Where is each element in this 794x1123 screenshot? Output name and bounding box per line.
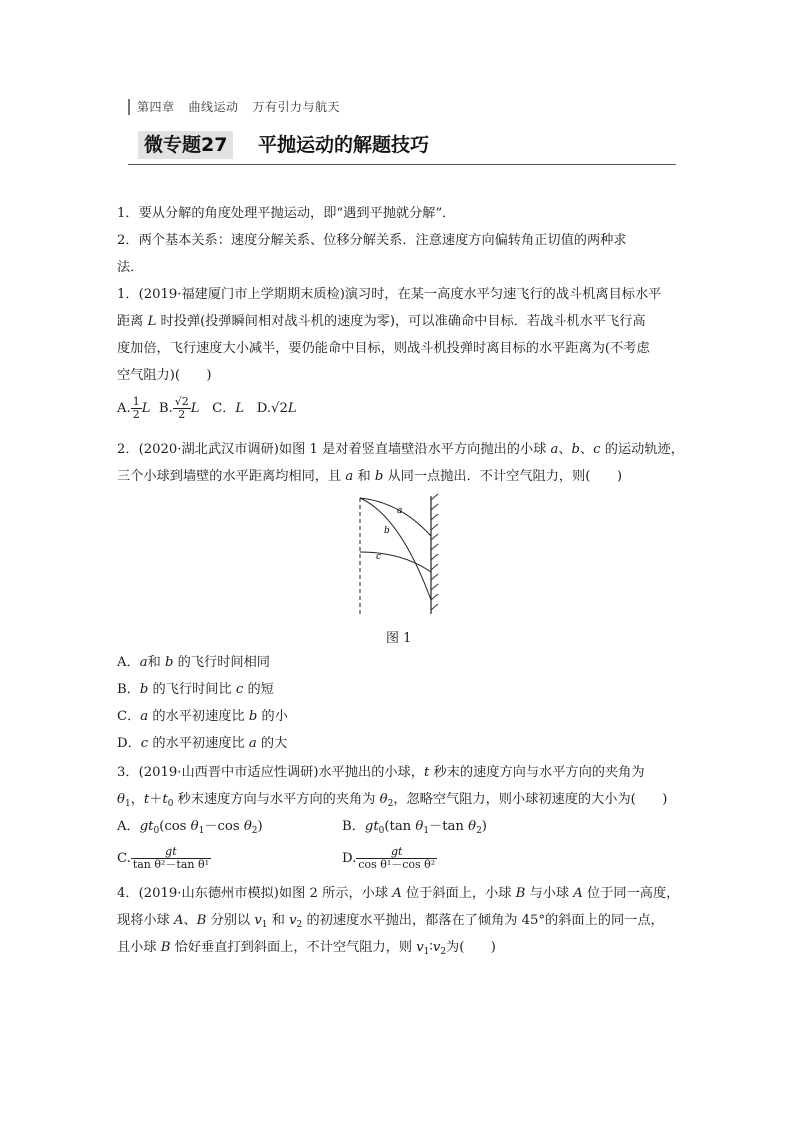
q3-option-b <box>342 818 487 840</box>
text: 3．(2019·山西晋中市适应性调研)水平抛出的小球， <box>117 765 424 780</box>
text: 位于同一高度， <box>582 886 680 901</box>
var-B: B <box>515 886 526 901</box>
denominator: 2 <box>178 408 186 421</box>
var-a: a <box>248 736 257 751</box>
var-v: v <box>254 913 262 928</box>
q2-line-1: 2．(2020·湖北武汉市调研)如图 1 是对着竖直墙壁沿水平方向抛出的小球 a、b、c 的运动轨迹， <box>117 442 684 457</box>
text: (tan <box>384 819 416 834</box>
subscript: 2 <box>440 947 447 957</box>
topic-tag: 微专题27 <box>138 131 233 159</box>
var-b: b <box>571 442 580 457</box>
text: 的水平初速度比 <box>148 736 249 751</box>
intro-point-1: 1．要从分解的角度处理平抛运动，即“遇到平抛就分解”． <box>117 206 456 221</box>
var-t: t <box>424 765 430 780</box>
q3-line-1 <box>117 764 645 782</box>
option-label: B. <box>158 401 173 416</box>
var-A: A <box>573 886 583 901</box>
text: 为( ) <box>446 940 496 955</box>
sqrt-2: √2 <box>271 401 288 416</box>
q2-option-c <box>117 708 288 726</box>
var-a: a <box>550 442 559 457</box>
text: 和 <box>353 469 375 484</box>
var-b: b <box>248 709 258 724</box>
numerator: gt <box>356 846 437 859</box>
q2-option-b <box>117 681 274 699</box>
var-theta: θ <box>468 819 477 834</box>
q1-line-4: 空气阻力)( ) <box>117 368 212 383</box>
text: 秒末速度方向与水平方向的夹角为 <box>173 792 380 807</box>
option-label: A． <box>117 819 140 834</box>
option-label: C. <box>117 851 131 866</box>
var-a: a <box>140 709 149 724</box>
section-label: 曲线运动 <box>188 100 239 114</box>
var-theta: θ <box>243 819 252 834</box>
var-A: A <box>392 886 402 901</box>
var-A: A <box>173 913 184 928</box>
subscript: 1 <box>124 799 131 809</box>
text: 和 <box>267 913 290 928</box>
var-a: a <box>139 655 148 670</box>
q3-option-a <box>117 819 263 834</box>
numerator: 1 <box>132 395 140 408</box>
var-theta: θ <box>190 819 199 834</box>
option-label: B． <box>342 819 365 834</box>
option-label: D. <box>342 851 357 866</box>
text: ∶ <box>429 940 433 955</box>
q1-option-a <box>117 395 151 421</box>
text: 分别以 <box>206 913 255 928</box>
option-label: C． <box>212 401 236 416</box>
var-L: L <box>141 401 151 416</box>
q1-line-2 <box>117 313 646 331</box>
text: 4．(2019·山东德州市模拟)如图 2 所示，小球 <box>117 886 393 901</box>
numerator: gt <box>131 846 211 859</box>
var-theta: θ <box>415 819 424 834</box>
fraction <box>131 396 142 421</box>
text: 与小球 <box>525 886 574 901</box>
fraction <box>131 846 211 871</box>
label-a: a <box>397 506 403 516</box>
intro-point-2: 2．两个基本关系：速度分解关系、位移分解关系．注意速度方向偏转角正切值的两种求 <box>117 233 627 248</box>
text: ，忽略空气阻力，则小球初速度的大小为( ) <box>393 792 668 807</box>
text: 三个小球到墙壁的水平距离均相同，且 <box>117 469 346 484</box>
subscript: 1 <box>261 920 268 930</box>
q2-option-d <box>117 735 287 753</box>
figure-1-caption: 图 1 <box>386 631 412 646</box>
title-bar <box>128 126 676 165</box>
text: 的短 <box>243 682 274 697</box>
subsection-label: 万有引力与航天 <box>252 100 341 114</box>
var-b: b <box>374 469 384 484</box>
q3-options-row-1 <box>117 818 263 840</box>
subscript: 2 <box>476 826 482 836</box>
var-a: a <box>345 469 354 484</box>
var-c: c <box>140 736 149 751</box>
subscript: 1 <box>423 947 430 957</box>
text: ， <box>130 792 144 807</box>
q3-option-d <box>342 845 437 873</box>
var-L: L <box>147 314 157 329</box>
text: 且小球 <box>117 940 161 955</box>
text: 位于斜面上，小球 <box>401 886 516 901</box>
var-v: v <box>289 913 297 928</box>
var-b: b <box>139 682 149 697</box>
q1-option-d <box>257 401 297 416</box>
chapter-breadcrumb <box>128 99 685 115</box>
denominator: 2 <box>132 408 140 421</box>
numerator: √2 <box>174 395 189 408</box>
q1-option-c <box>212 401 244 416</box>
var-B: B <box>196 913 207 928</box>
q4-line-1 <box>117 885 679 903</box>
var-L: L <box>190 401 200 416</box>
label-b: b <box>384 526 390 536</box>
text: 和 <box>147 655 165 670</box>
text: 的初速度水平抛出，都落在了倾角为 45°的斜面上的同一点， <box>302 913 664 928</box>
q3-line-2 <box>117 791 667 813</box>
subscript: 2 <box>251 826 258 836</box>
subscript: 2 <box>387 799 394 809</box>
var-b: b <box>164 655 174 670</box>
var-L: L <box>287 401 297 416</box>
figure-1-trajectory-diagram <box>340 488 450 620</box>
q2-line-2 <box>117 468 622 486</box>
trajectory-c <box>360 552 431 572</box>
trajectory-b <box>360 498 431 600</box>
text: 的水平初速度比 <box>148 709 249 724</box>
subscript: 1 <box>198 826 205 836</box>
denominator: cos θ¹－cos θ² <box>358 858 436 871</box>
plus: ＋ <box>149 792 163 807</box>
var-v: v <box>416 940 424 955</box>
text: 2．(2020·湖北武汉市调研)如图 1 是对着竖直墙壁沿水平方向抛出的小球 <box>117 442 551 457</box>
text: 恰好垂直打到斜面上，不计空气阻力，则 <box>170 940 417 955</box>
text: 的飞行时间比 <box>148 682 236 697</box>
chapter-label: 第四章 <box>137 100 175 114</box>
var-c: c <box>235 682 244 697</box>
var-gt: gt <box>139 819 154 834</box>
option-label: D. <box>256 401 272 416</box>
text: 的飞行时间相同 <box>173 655 270 670</box>
label-c: c <box>376 552 382 562</box>
q1-line-3: 度加倍，飞行速度大小减半，要仍能命中目标，则战斗机投弹时离目标的水平距离为(不考虑 <box>117 341 650 356</box>
q4-line-3 <box>117 939 496 961</box>
subscript: 0 <box>167 799 174 809</box>
var-theta: θ <box>117 792 125 807</box>
var-c: c <box>593 442 601 457</box>
subscript: 1 <box>423 826 430 836</box>
subscript: 0 <box>153 826 160 836</box>
q2-option-a <box>117 654 270 672</box>
q1-option-b <box>158 395 200 421</box>
text: 的小 <box>257 709 288 724</box>
fraction <box>356 846 437 871</box>
q4-line-2 <box>117 912 664 934</box>
var-B: B <box>160 940 171 955</box>
option-label: A． <box>117 655 140 670</box>
wall-hatching <box>431 494 438 610</box>
text: －tan <box>429 819 469 834</box>
text: 的大 <box>256 736 288 751</box>
var-theta: θ <box>379 792 388 807</box>
var-v: v <box>432 940 441 955</box>
option-label: B． <box>117 682 140 697</box>
var-t: t <box>143 792 150 807</box>
text: 现将小球 <box>117 913 174 928</box>
subscript: 0 <box>378 826 385 836</box>
text: ) <box>257 819 263 834</box>
text: 、 <box>183 913 197 928</box>
q1-line-1: 1．(2019·福建厦门市上学期期末质检)演习时，在某一高度水平匀速飞行的战斗机离目标水平 <box>117 287 662 302</box>
fraction <box>173 396 191 421</box>
text: 秒末的速度方向与水平方向的夹角为 <box>429 765 645 780</box>
option-label: D． <box>117 736 141 751</box>
var-L: L <box>235 401 245 416</box>
text: 距离 <box>117 314 148 329</box>
text: 时投弹(投弹瞬间相对战斗机的速度为零)，可以准确命中目标．若战斗机水平飞行高 <box>156 314 646 329</box>
page-title: 平抛运动的解题技巧 <box>258 134 430 156</box>
subscript: 2 <box>296 920 303 930</box>
var-gt: gt <box>364 819 379 834</box>
text: －cos <box>204 819 244 834</box>
q3-option-c <box>117 845 211 873</box>
intro-point-2-cont: 法． <box>117 260 144 275</box>
option-label: C． <box>117 709 141 724</box>
text: ) <box>481 819 487 834</box>
text: (cos <box>159 819 191 834</box>
denominator: tan θ²－tan θ¹ <box>132 858 209 871</box>
var-t: t <box>162 792 168 807</box>
text: 的运动轨迹， <box>600 442 684 457</box>
text: 从同一点抛出．不计空气阻力，则( ) <box>383 469 622 484</box>
option-label: A. <box>117 401 131 416</box>
q1-options <box>117 396 297 422</box>
